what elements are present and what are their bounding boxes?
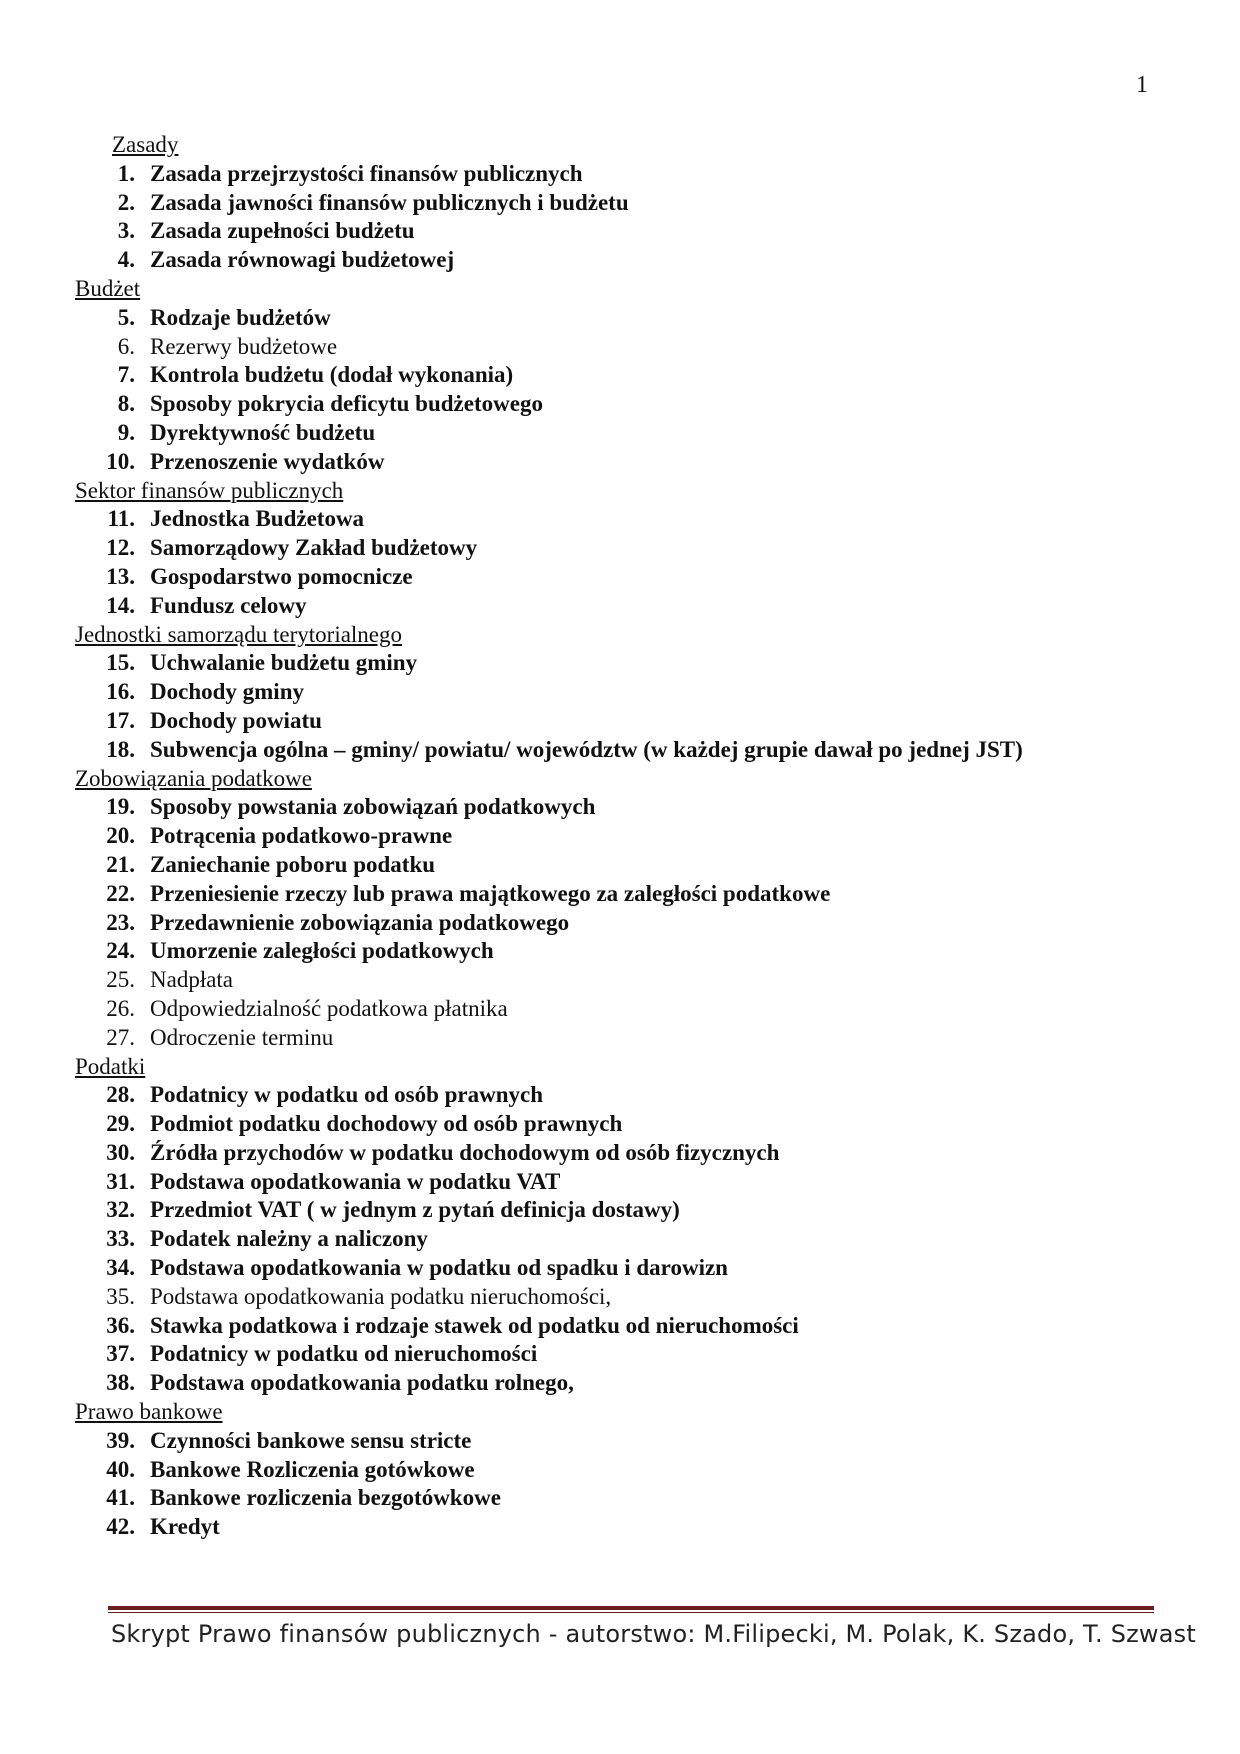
item-number: 10.	[106, 448, 135, 474]
list-item	[75, 736, 1175, 765]
item-text: Potrącenia podatkowo-prawne	[150, 823, 453, 849]
list-item	[75, 304, 1175, 333]
item-number: 18.	[106, 736, 135, 762]
item-text: Przedmiot VAT ( w jednym z pytań definicja dostawy)	[150, 1197, 680, 1223]
list-item	[75, 592, 1175, 621]
list-item	[75, 937, 1175, 966]
item-number: 33.	[106, 1226, 135, 1252]
item-number: 19.	[106, 794, 135, 820]
item-number: 21.	[106, 851, 135, 877]
item-text: Podstawa opodatkowania w podatku od spadku i darowizn	[150, 1255, 728, 1281]
list-item	[75, 419, 1175, 448]
footer-rule-thin	[108, 1612, 1154, 1613]
item-text: Sposoby pokrycia deficytu budżetowego	[150, 391, 543, 417]
item-number: 12.	[106, 535, 135, 561]
item-number: 14.	[106, 592, 135, 618]
item-number: 34.	[106, 1255, 135, 1281]
item-text: Podatnicy w podatku od nieruchomości	[150, 1341, 538, 1367]
item-number: 20.	[106, 823, 135, 849]
item-number: 4.	[117, 247, 135, 273]
item-number: 35.	[106, 1283, 135, 1309]
item-text: Dochody powiatu	[150, 707, 322, 733]
item-text: Jednostka Budżetowa	[150, 506, 365, 532]
list-item	[75, 678, 1175, 707]
section-heading: Jednostki samorządu terytorialnego	[75, 621, 403, 647]
list-item	[75, 909, 1175, 938]
item-number: 24.	[106, 938, 135, 964]
item-text: Nadpłata	[150, 967, 234, 993]
footer-rule-thick	[108, 1606, 1154, 1610]
list-item	[75, 1369, 1175, 1398]
item-text: Podstawa opodatkowania podatku nieruchomości,	[150, 1283, 612, 1309]
list-item	[75, 1168, 1175, 1197]
item-number: 39.	[106, 1427, 135, 1453]
item-number: 25.	[106, 967, 135, 993]
item-number: 7.	[117, 362, 135, 388]
page-number: 1	[1136, 72, 1148, 98]
list-item	[75, 563, 1175, 592]
item-number: 3.	[117, 218, 135, 244]
item-number: 6.	[117, 333, 135, 359]
item-number: 15.	[106, 650, 135, 676]
item-number: 27.	[106, 1024, 135, 1050]
item-text: Samorządowy Zakład budżetowy	[150, 535, 478, 561]
list-item	[75, 649, 1175, 678]
item-text: Sposoby powstania zobowiązań podatkowych	[150, 794, 596, 820]
list-item	[75, 1081, 1175, 1110]
list-item	[75, 1513, 1175, 1542]
section-heading: Prawo bankowe	[75, 1399, 223, 1425]
item-number: 32.	[106, 1197, 135, 1223]
list-item	[75, 246, 1175, 275]
item-number: 37.	[106, 1341, 135, 1367]
list-item	[75, 1484, 1175, 1513]
item-text: Odpowiedzialność podatkowa płatnika	[150, 995, 508, 1021]
item-text: Subwencja ogólna – gminy/ powiatu/ województw (w każdej grupie dawał po jednej JST)	[150, 736, 1023, 762]
item-text: Zasada zupełności budżetu	[150, 218, 415, 244]
section-heading: Podatki	[75, 1053, 146, 1079]
item-text: Umorzenie zaległości podatkowych	[150, 938, 494, 964]
list-item	[75, 1024, 1175, 1053]
list-item	[75, 1225, 1175, 1254]
list-item	[75, 505, 1175, 534]
item-text: Odroczenie terminu	[150, 1024, 334, 1050]
list-item	[75, 390, 1175, 419]
list-item	[75, 793, 1175, 822]
item-text: Kredyt	[150, 1514, 220, 1540]
item-text: Źródła przychodów w podatku dochodowym od osób fizycznych	[150, 1139, 780, 1165]
item-number: 22.	[106, 880, 135, 906]
item-text: Gospodarstwo pomocnicze	[150, 563, 413, 589]
item-number: 9.	[117, 419, 135, 445]
list-item	[75, 995, 1175, 1024]
list-item	[75, 189, 1175, 218]
item-number: 31.	[106, 1168, 135, 1194]
item-number: 29.	[106, 1111, 135, 1137]
item-text: Podmiot podatku dochodowy od osób prawnych	[150, 1111, 623, 1137]
item-text: Przedawnienie zobowiązania podatkowego	[150, 909, 570, 935]
list-item	[75, 333, 1175, 362]
list-item	[75, 1139, 1175, 1168]
item-number: 8.	[117, 391, 135, 417]
item-number: 30.	[106, 1139, 135, 1165]
list-item	[75, 966, 1175, 995]
item-text: Przeniesienie rzeczy lub prawa majątkowego za zaległości podatkowe	[150, 880, 831, 906]
item-number: 26.	[106, 995, 135, 1021]
item-number: 40.	[106, 1456, 135, 1482]
item-text: Podatnicy w podatku od osób prawnych	[150, 1082, 544, 1108]
section-heading: Zasady	[112, 132, 179, 157]
item-text: Zasada równowagi budżetowej	[150, 247, 455, 273]
list-item	[75, 1456, 1175, 1485]
list-item	[75, 1196, 1175, 1225]
list-item	[75, 707, 1175, 736]
item-number: 11.	[107, 506, 135, 532]
item-number: 2.	[117, 189, 135, 215]
item-text: Zasada przejrzystości finansów publicznych	[150, 160, 583, 186]
item-number: 28.	[106, 1082, 135, 1108]
item-number: 38.	[106, 1370, 135, 1396]
item-number: 23.	[106, 909, 135, 935]
item-text: Podstawa opodatkowania podatku rolnego,	[150, 1370, 574, 1396]
item-text: Zasada jawności finansów publicznych i budżetu	[150, 189, 629, 215]
item-number: 17.	[106, 707, 135, 733]
item-text: Rezerwy budżetowe	[150, 333, 338, 359]
document-body	[75, 131, 1175, 1542]
section-heading: Budżet	[75, 275, 141, 301]
item-text: Dochody gminy	[150, 679, 304, 705]
item-number: 41.	[106, 1485, 135, 1511]
list-item	[75, 160, 1175, 189]
list-item	[75, 361, 1175, 390]
list-item	[75, 822, 1175, 851]
section-heading: Zobowiązania podatkowe	[75, 765, 312, 791]
footer-text: Skrypt Prawo finansów publicznych - autorstwo: M.Filipecki, M. Polak, K. Szado, T. Szwast	[111, 1620, 1196, 1648]
item-text: Bankowe Rozliczenia gotówkowe	[150, 1456, 475, 1482]
item-number: 13.	[106, 563, 135, 589]
list-item	[75, 448, 1175, 477]
item-text: Dyrektywność budżetu	[150, 419, 376, 445]
item-number: 5.	[117, 304, 135, 330]
item-text: Podatek należny a naliczony	[150, 1226, 428, 1252]
item-text: Uchwalanie budżetu gminy	[150, 650, 418, 676]
item-text: Podstawa opodatkowania w podatku VAT	[150, 1168, 561, 1194]
item-number: 42.	[106, 1514, 135, 1540]
list-item	[75, 1312, 1175, 1341]
list-item	[75, 1283, 1175, 1312]
item-number: 36.	[106, 1312, 135, 1338]
list-item	[75, 534, 1175, 563]
item-number: 16.	[106, 679, 135, 705]
item-text: Rodzaje budżetów	[150, 304, 331, 330]
item-text: Bankowe rozliczenia bezgotówkowe	[150, 1485, 501, 1511]
item-text: Fundusz celowy	[150, 592, 307, 618]
list-item	[75, 851, 1175, 880]
list-item	[75, 217, 1175, 246]
section-heading: Sektor finansów publicznych	[75, 477, 344, 503]
list-item	[75, 1340, 1175, 1369]
item-text: Przenoszenie wydatków	[150, 448, 385, 474]
item-text: Stawka podatkowa i rodzaje stawek od podatku od nieruchomości	[150, 1312, 799, 1338]
item-number: 1.	[117, 160, 135, 186]
item-text: Czynności bankowe sensu stricte	[150, 1427, 472, 1453]
item-text: Zaniechanie poboru podatku	[150, 851, 436, 877]
list-item	[75, 880, 1175, 909]
list-item	[75, 1254, 1175, 1283]
list-item	[75, 1427, 1175, 1456]
list-item	[75, 1110, 1175, 1139]
item-text: Kontrola budżetu (dodał wykonania)	[150, 362, 514, 388]
